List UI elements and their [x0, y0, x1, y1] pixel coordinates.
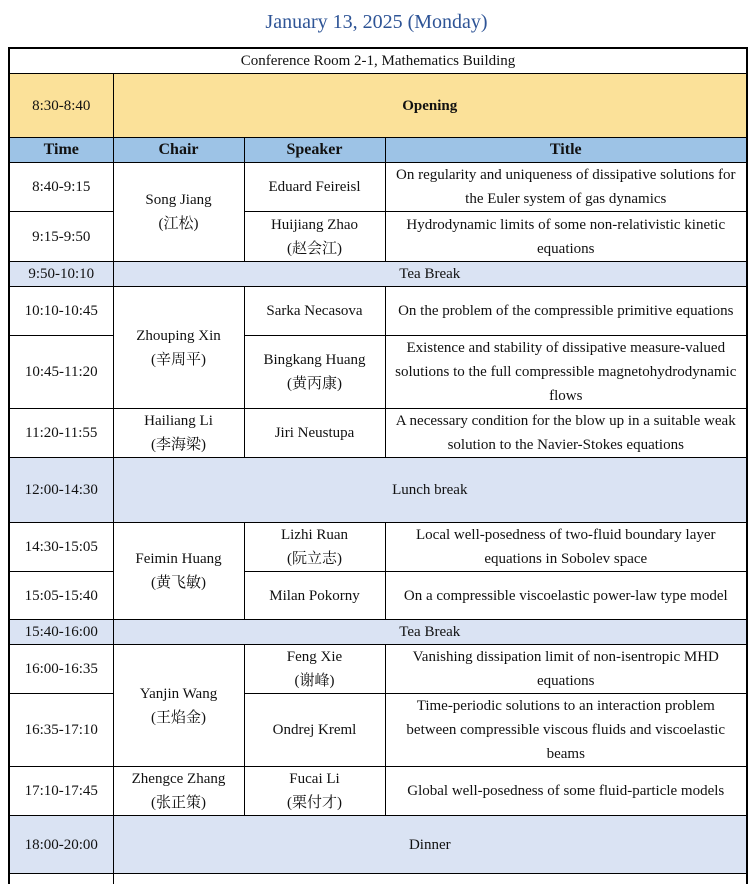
chair-cell	[113, 163, 244, 262]
speaker-name-cn: (赵会江)	[287, 240, 342, 257]
tea-break-row	[9, 262, 747, 287]
chair-cell	[113, 645, 244, 767]
break-label: Lunch break	[113, 458, 747, 523]
time-cell: 14:30-15:05	[9, 523, 113, 572]
talk-title-cell: Vanishing dissipation limit of non-isentropic MHD equations	[385, 645, 747, 694]
time-cell: 8:30-8:40	[9, 74, 113, 138]
speaker-cell	[244, 767, 385, 816]
break-label: Tea Break	[113, 620, 747, 645]
time-cell: 9:15-9:50	[9, 212, 113, 262]
speaker-name: Milan Pokorny	[269, 587, 360, 604]
chair-name-cn: (江松)	[158, 216, 199, 232]
chair-cell	[113, 409, 244, 458]
chair-name: Hailiang Li	[144, 413, 213, 429]
talk-title-cell: Time-periodic solutions to an interaction problem between compressible viscous fluids and viscoelastic beams	[385, 694, 747, 767]
speaker-cell	[244, 572, 385, 620]
time-cell: 10:10-10:45	[9, 287, 113, 336]
speaker-cell	[244, 287, 385, 336]
speaker-cell	[244, 409, 385, 458]
column-header-time: Time	[9, 138, 113, 163]
page-title: January 13, 2025 (Monday)	[265, 11, 488, 33]
time-cell: 17:10-17:45	[9, 767, 113, 816]
speaker-name-cn: (黄丙康)	[287, 376, 342, 392]
table-row	[9, 523, 747, 572]
speaker-name: Feng Xie	[286, 649, 343, 665]
time-cell: 12:00-14:30	[9, 458, 113, 523]
empty-cell	[113, 874, 747, 884]
speaker-name: Jiri Neustupa	[274, 425, 355, 441]
time-cell	[9, 874, 113, 884]
speaker-cell	[244, 212, 385, 262]
talk-title-cell: Hydrodynamic limits of some non-relativistic kinetic equations	[385, 212, 747, 262]
speaker-name: Ondrej Kreml	[272, 722, 357, 738]
chair-name: Zhouping Xin	[136, 327, 221, 344]
chair-name: Feimin Huang	[135, 551, 222, 567]
talk-title-cell: On the problem of the compressible primitive equations	[385, 287, 747, 336]
chair-name: Yanjin Wang	[139, 685, 218, 702]
speaker-cell	[244, 336, 385, 409]
column-header-title: Title	[385, 138, 747, 163]
chair-name-cn: (王焰金)	[151, 709, 206, 726]
speaker-cell	[244, 645, 385, 694]
time-cell: 16:00-16:35	[9, 645, 113, 694]
speaker-name: Huijiang Zhao	[270, 216, 359, 233]
lunch-break-row	[9, 458, 747, 523]
speaker-name: Lizhi Ruan	[280, 527, 349, 543]
dinner-row	[9, 816, 747, 874]
chair-name: Song Jiang	[145, 192, 212, 208]
column-header-chair: Chair	[113, 138, 244, 163]
talk-title-cell: Global well-posedness of some fluid-particle models	[385, 767, 747, 816]
schedule-table	[8, 47, 748, 884]
time-cell: 10:45-11:20	[9, 336, 113, 409]
table-row	[9, 645, 747, 694]
talk-title-cell: On regularity and uniqueness of dissipative solutions for the Euler system of gas dynamics	[385, 163, 747, 212]
chair-name-cn: (黄飞敏)	[151, 575, 206, 591]
room-header: Conference Room 2-1, Mathematics Building	[9, 48, 747, 74]
speaker-name: Eduard Feireisl	[268, 179, 361, 195]
chair-cell	[113, 523, 244, 620]
time-cell: 15:40-16:00	[9, 620, 113, 645]
speaker-name: Bingkang Huang	[263, 352, 366, 368]
chair-name-cn: (张正策)	[151, 795, 206, 811]
speaker-name-cn: (谢峰)	[294, 673, 335, 689]
time-cell: 18:00-20:00	[9, 816, 113, 874]
time-cell: 8:40-9:15	[9, 163, 113, 212]
table-row	[9, 767, 747, 816]
speaker-cell	[244, 523, 385, 572]
table-row	[9, 409, 747, 458]
time-cell: 16:35-17:10	[9, 694, 113, 767]
column-header-speaker: Speaker	[244, 138, 385, 163]
chair-cell	[113, 287, 244, 409]
tea-break-row	[9, 620, 747, 645]
speaker-cell	[244, 694, 385, 767]
chair-name-cn: (辛周平)	[151, 351, 206, 368]
chair-cell	[113, 767, 244, 816]
speaker-name-cn: (栗付才)	[287, 795, 342, 811]
table-row	[9, 287, 747, 336]
time-cell: 9:50-10:10	[9, 262, 113, 287]
table-row	[9, 163, 747, 212]
opening-label: Opening	[113, 74, 747, 138]
talk-title-cell: Existence and stability of dissipative measure-valued solutions to the full compressible magnetohydrodynamic flows	[385, 336, 747, 409]
chair-name-cn: (李海梁)	[151, 437, 206, 453]
time-cell: 15:05-15:40	[9, 572, 113, 620]
partial-next-row	[9, 874, 747, 884]
speaker-cell	[244, 163, 385, 212]
talk-title-cell: Local well-posedness of two-fluid boundary layer equations in Sobolev space	[385, 523, 747, 572]
time-cell: 11:20-11:55	[9, 409, 113, 458]
break-label: Dinner	[113, 816, 747, 874]
speaker-name: Sarka Necasova	[266, 303, 363, 319]
chair-name: Zhengce Zhang	[131, 771, 226, 787]
talk-title-cell: On a compressible viscoelastic power-law type model	[385, 572, 747, 620]
speaker-name-cn: (阮立志)	[287, 551, 342, 567]
speaker-name: Fucai Li	[289, 771, 340, 787]
break-label: Tea Break	[113, 262, 747, 287]
talk-title-cell: A necessary condition for the blow up in a suitable weak solution to the Navier-Stokes equations	[385, 409, 747, 458]
